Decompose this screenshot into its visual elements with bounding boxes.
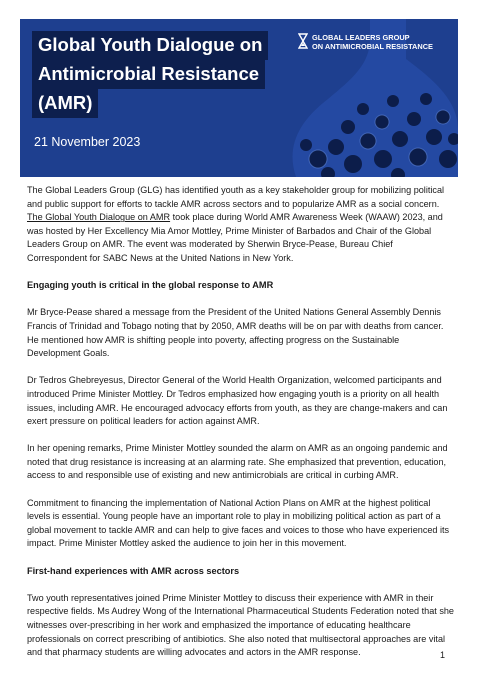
page-title (32, 31, 268, 118)
intro-text-b: took place during World AMR Awareness Week (WAAW) 2023, and was hosted by Her Excellency Mia Amor Mottley, Prime Minister of Barbados and Chair of the Global Leaders Group on AMR. The event was moderated by Sherwin Bryce-Pease, Bureau Chief Correspondent for SABC News at the United Nations in New York. (27, 212, 443, 263)
header-banner (20, 19, 458, 177)
document-body (27, 184, 455, 673)
paragraph-opening-remarks: In her opening remarks, Prime Minister Mottley sounded the alarm on AMR as an ongoing pandemic and noted that drug resistance is increasing at an alarming rate. She emphasized that prevention, education, access to and responsible use of existing and new antimicrobials are critical in curbing AMR. (27, 443, 448, 481)
org-name-line-2: ON ANTIMICROBIAL RESISTANCE (312, 42, 433, 51)
page-number: 1 (440, 650, 446, 660)
org-logo (298, 33, 433, 51)
event-date: 21 November 2023 (34, 135, 141, 149)
title-line-1: Global Youth Dialogue on (32, 31, 268, 60)
intro-paragraph (27, 184, 455, 266)
youth-dialogue-link[interactable]: The Global Youth Dialogue on AMR (27, 212, 171, 223)
paragraph-financing: Commitment to financing the implementation of National Action Plans on AMR at the highest political levels is essential. Young people have an important role to play in mobilizing political action as part of a global movement to tackle AMR and can help to give faces and voices to those who have experienced its impact. Prime Minister Mottley asked the audience to join her in this movement. (27, 497, 450, 549)
section-heading-engaging-youth: Engaging youth is critical in the global response to AMR (27, 280, 274, 291)
section-heading-first-hand: First-hand experiences with AMR across sectors (27, 565, 240, 576)
hourglass-icon (298, 33, 308, 49)
title-line-3: (AMR) (32, 89, 98, 118)
intro-text-a: The Global Leaders Group (GLG) has identified youth as a key stakeholder group for mobilizing political and public support for efforts to tackle AMR across sectors and to popularize AMR as a social concern. (27, 185, 445, 209)
paragraph-youth-representatives: Two youth representatives joined Prime Minister Mottley to discuss their experience with AMR in their respective fields. Ms Audrey Wong of the International Pharmaceutical Students Federation noted that she witnesses over-prescribing in her work and emphasized the importance of educating healthcare professionals on correct prescribing of antibiotics. She also noted that multisectoral approaches are vital and that pharmacy students are willing advocates and actors in the AMR response. (27, 592, 454, 658)
paragraph-tedros: Dr Tedros Ghebreyesus, Director General of the World Health Organization, welcomed participants and introduced Prime Minister Mottley. Dr Tedros emphasized how engaging youth is a priority on all health issues, including AMR. He encouraged advocacy efforts from youth, as they are change-makers and can exert pressure on political leaders for action against AMR. (27, 375, 448, 427)
paragraph-bryce-pease: Mr Bryce-Pease shared a message from the President of the United Nations General Assembly Dennis Francis of Trinidad and Tobago noting that by 2050, AMR deaths will be on par with deaths from cancer. He mentioned how AMR is shifting people into poverty, affecting progress on the Sustainable Development Goals. (27, 307, 444, 359)
title-line-2: Antimicrobial Resistance (32, 60, 265, 89)
org-name-line-1: GLOBAL LEADERS GROUP (312, 33, 410, 42)
